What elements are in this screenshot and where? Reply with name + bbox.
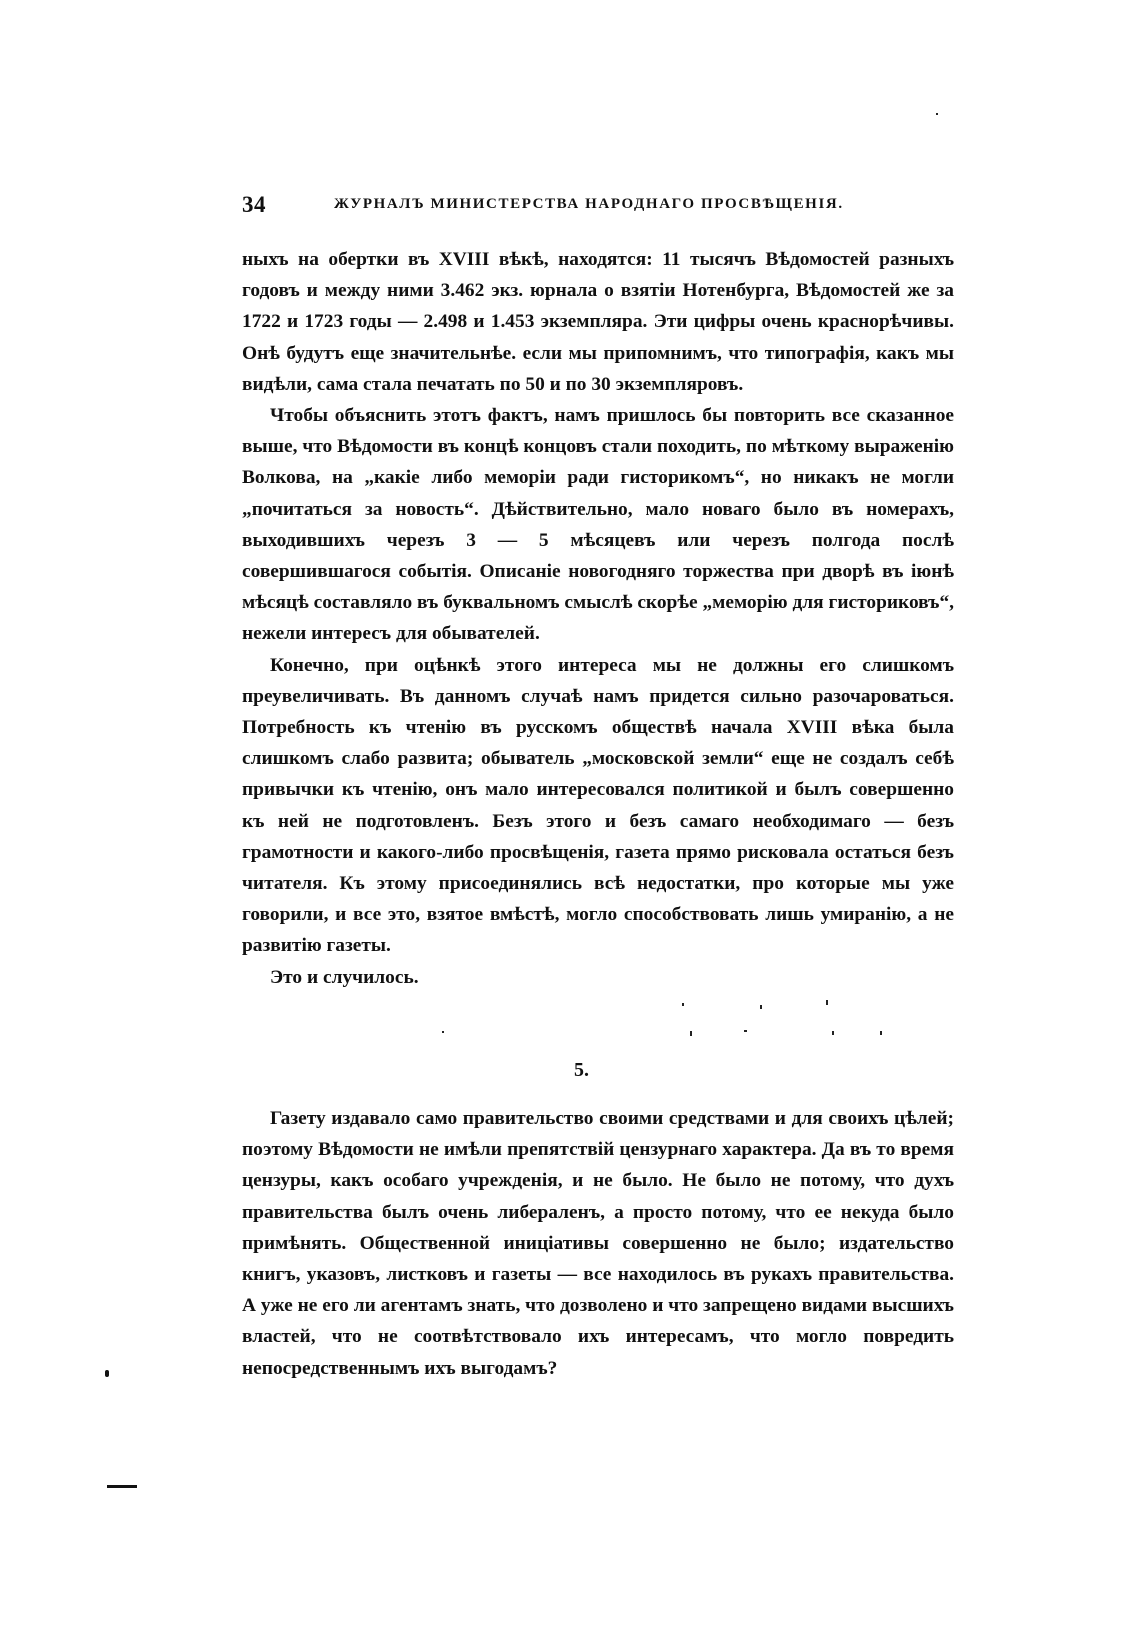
scan-speck (832, 1031, 834, 1035)
running-title: ЖУРНАЛЪ МИНИСТЕРСТВА НАРОДНАГО ПРОСВѢЩЕНІЯ. (334, 196, 844, 212)
paragraph-4: Это и случилось. (270, 966, 419, 988)
page-number: 34 (242, 192, 266, 217)
scan-speck (936, 113, 938, 115)
scan-speck (442, 1031, 444, 1033)
paragraph-1: ныхъ на обертки въ XVIII вѣкѣ, находятся: 11 тысячъ Вѣдомостей разныхъ годовъ и между ними 3.462 экз. юрнала о взятіи Нотенбурга, Вѣдомостей же за 1722 и 1723 годы — 2.498 и 1.453 экземпляра. Эти цифры очень краснорѣчивы. Онѣ будутъ еще значительнѣе. если мы припомнимъ, что типографія, какъ мы видѣли, сама стала печатать по 50 и по 30 экземпляровъ. (242, 249, 954, 395)
scan-speck (690, 1031, 692, 1036)
paragraph-3: Конечно, при оцѣнкѣ этого интереса мы не должны его слишкомъ преувеличивать. Въ данномъ случаѣ намъ придется сильно разочароваться. Потребность къ чтенію въ русскомъ обществѣ начала XVIII вѣка была слишкомъ слабо развита; обыватель „московской земли“ еще не создалъ себѣ привычки къ чтенію, онъ мало интересовался политикой и былъ совершенно къ ней не подготовленъ. Безъ этого и безъ самаго необходимаго — безъ грамотности и какого-либо просвѣщенія, газета прямо рисковала остаться безъ читателя. Къ этому присоединялись всѣ недостатки, про которые мы уже говорили, и все это, взятое вмѣстѣ, могло способствовать лишь умиранію, а не развитію газеты. (242, 654, 954, 957)
margin-mark-line (107, 1485, 137, 1488)
scan-speck (682, 1003, 684, 1006)
scan-speck (744, 1030, 747, 1032)
scan-speck (760, 1005, 762, 1009)
main-text-after-section (242, 1103, 954, 1384)
paragraph-2: Чтобы объяснить этотъ фактъ, намъ пришлось бы повторить все сказанное выше, что Вѣдомости въ концѣ концовъ стали походить, по мѣткому выраженію Волкова, на „какіе либо меморіи ради гисторикомъ“, но никакъ не могли „почитаться за новость“. Дѣйствительно, мало новаго было въ номерахъ, выходившихъ черезъ 3 — 5 мѣсяцевъ или черезъ полгода послѣ совершившагося событія. Описаніе новогодняго торжества при дворѣ въ іюнѣ мѣсяцѣ составляло въ буквальномъ смыслѣ скорѣе „меморію для гисториковъ“, нежели интересъ для обывателей. (242, 405, 954, 645)
scan-speck (880, 1031, 882, 1035)
paragraph-5: Газету издавало само правительство своими средствами и для своихъ цѣлей; поэтому Вѣдомости не имѣли препятствій цензурнаго характера. Да въ то время цензуры, какъ особаго учрежденія, и не было. Не было не потому, что духъ правительства былъ очень либераленъ, а просто потому, что ее некуда было примѣнять. Общественной иниціативы совершенно не было; издательство книгъ, указовъ, листковъ и газеты — все находилось въ рукахъ правительства. А уже не его ли агентамъ знать, что дозволено и что запрещено видами высшихъ властей, что не соотвѣтствовало ихъ интересамъ, что могло повредить непосредственнымъ ихъ выгодамъ? (242, 1108, 954, 1379)
section-number: 5. (574, 1059, 589, 1081)
scan-speck (826, 1000, 828, 1005)
main-text-before-section (242, 244, 954, 993)
margin-mark-dot (105, 1370, 109, 1377)
page-header (242, 192, 954, 220)
